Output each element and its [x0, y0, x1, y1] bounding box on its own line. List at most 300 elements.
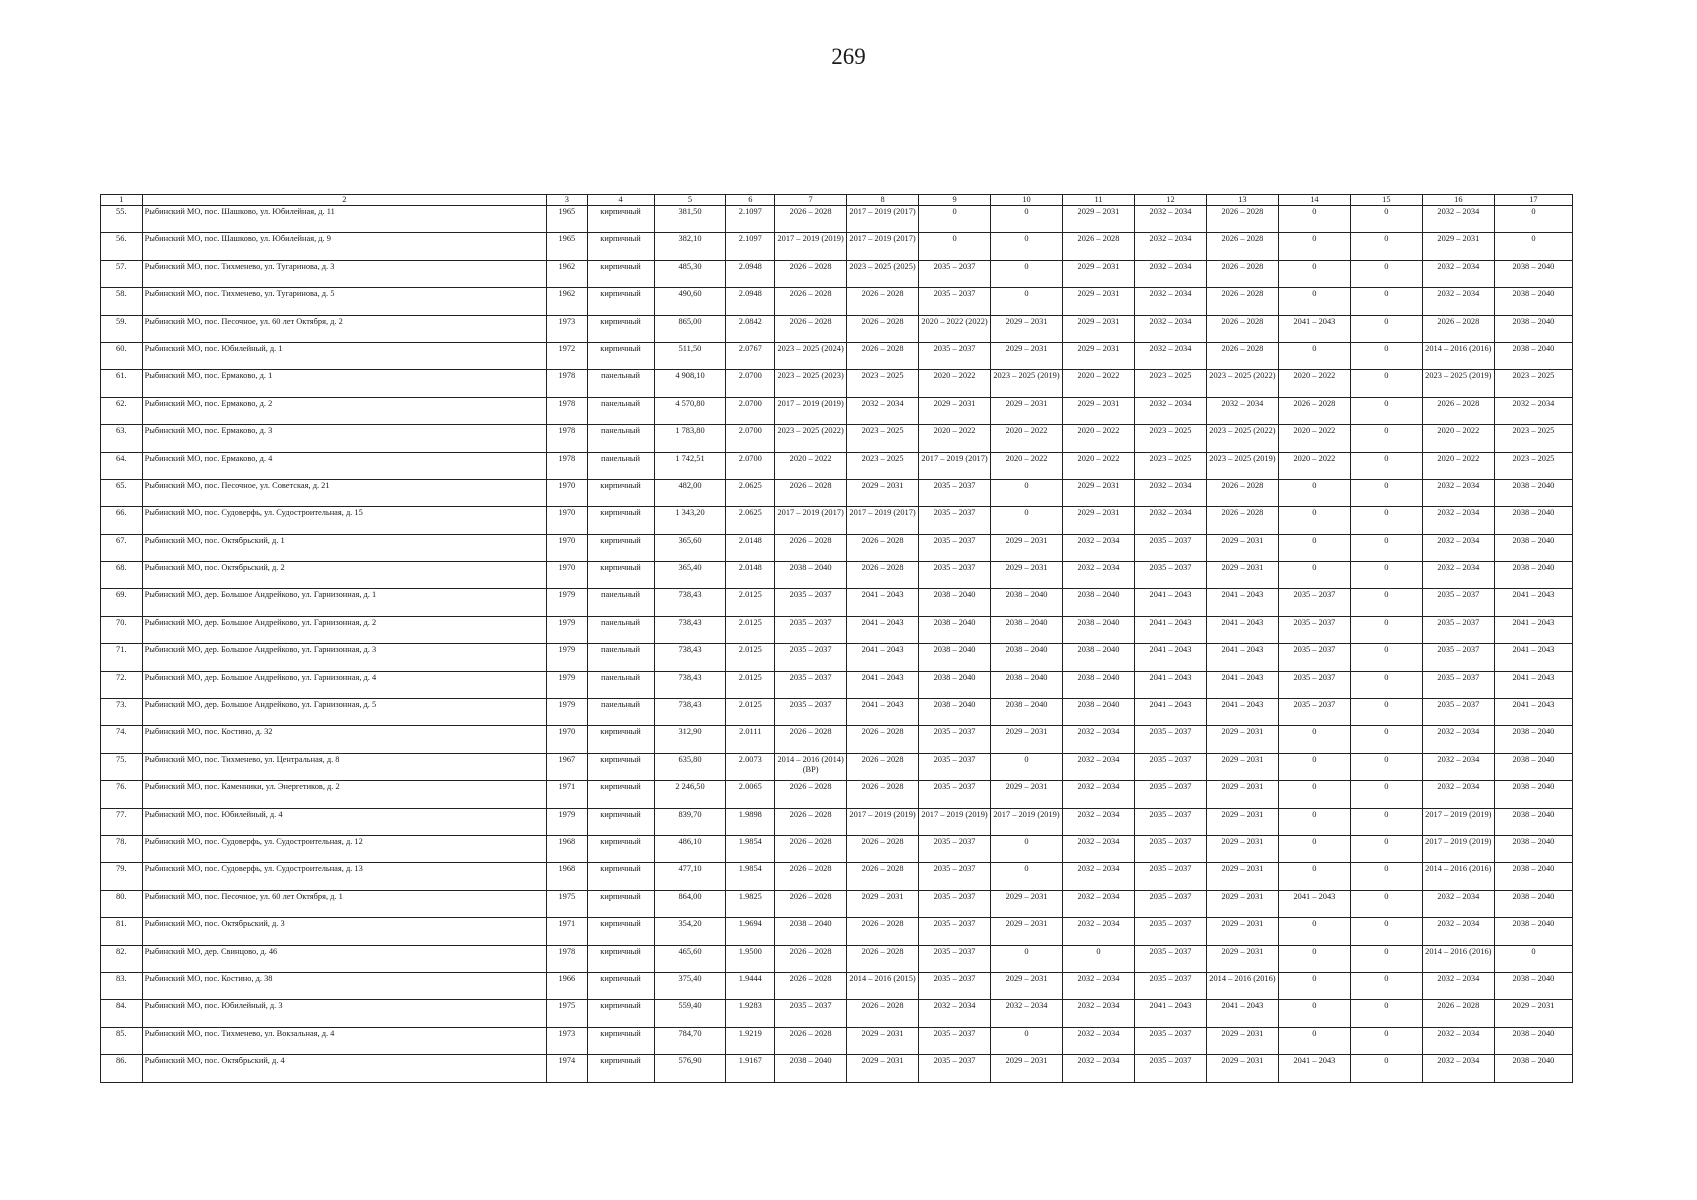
address-cell — [142, 534, 546, 561]
cell-text: 2029 – 2031 — [1077, 261, 1120, 271]
table-cell — [726, 589, 775, 616]
table-cell — [919, 1055, 991, 1082]
table-cell — [847, 1000, 919, 1027]
table-cell — [1063, 233, 1135, 260]
table-cell — [991, 890, 1063, 917]
table-cell — [1206, 1055, 1278, 1082]
address-cell — [142, 425, 546, 452]
table-cell — [1278, 699, 1350, 726]
cell-text: 0 — [1312, 234, 1317, 244]
table-cell — [726, 671, 775, 698]
cell-text: 2038 – 2040 — [1512, 782, 1555, 792]
cell-text: 365,60 — [678, 535, 702, 545]
cell-text: 2029 – 2031 — [1077, 508, 1120, 518]
cell-text: 1979 — [558, 590, 576, 600]
cell-text: 482,00 — [678, 480, 702, 490]
table-cell — [654, 972, 726, 999]
cell-text: Рыбинский МО, пос. Тихменево, ул. Вокзальная, д. 4 — [144, 1028, 335, 1038]
cell-text: 2041 – 2043 — [1293, 316, 1336, 326]
table-cell — [726, 835, 775, 862]
cell-text: 635,80 — [678, 754, 702, 764]
table-cell — [1063, 479, 1135, 506]
cell-text: 2032 – 2034 — [1149, 316, 1192, 326]
cell-text: 2029 – 2031 — [1005, 782, 1048, 792]
table-cell — [991, 781, 1063, 808]
table-cell — [1063, 534, 1135, 561]
cell-text: 2020 – 2022 — [933, 426, 976, 436]
table-cell — [919, 534, 991, 561]
table-cell — [654, 425, 726, 452]
cell-text: 2035 – 2037 — [933, 727, 976, 737]
row-number-cell — [101, 534, 143, 561]
cell-text: 2032 – 2034 — [1437, 973, 1480, 983]
table-cell — [726, 315, 775, 342]
header-cell: 1 — [101, 195, 143, 206]
cell-text: 2035 – 2037 — [933, 535, 976, 545]
table-cell — [1494, 972, 1572, 999]
table-cell — [991, 699, 1063, 726]
table-cell — [1494, 452, 1572, 479]
cell-text: 0 — [1384, 316, 1389, 326]
header-cell: 5 — [654, 195, 726, 206]
table-row — [101, 370, 1573, 397]
cell-text: 1970 — [558, 508, 576, 518]
address-cell — [142, 1027, 546, 1054]
address-cell — [142, 370, 546, 397]
header-cell: 10 — [991, 195, 1063, 206]
table-cell — [919, 342, 991, 369]
cell-text: 2035 – 2037 — [789, 645, 832, 655]
cell-text: 2026 – 2028 — [1221, 261, 1264, 271]
cell-text: панельный — [601, 426, 641, 436]
cell-text: 2032 – 2034 — [933, 1001, 976, 1011]
table-cell — [1494, 233, 1572, 260]
cell-text: кирпичный — [600, 973, 641, 983]
address-cell — [142, 1055, 546, 1082]
table-cell — [1350, 342, 1422, 369]
cell-text: кирпичный — [600, 480, 641, 490]
cell-text: 2029 – 2031 — [1077, 398, 1120, 408]
table-cell — [726, 562, 775, 589]
cell-text: 0 — [1312, 480, 1317, 490]
table-cell — [919, 644, 991, 671]
table-cell — [1206, 1000, 1278, 1027]
cell-text: 0 — [1384, 371, 1389, 381]
table-cell — [919, 589, 991, 616]
table-cell — [775, 699, 847, 726]
cell-text: 2026 – 2028 — [789, 836, 832, 846]
table-cell — [1134, 534, 1206, 561]
table-cell — [654, 233, 726, 260]
cell-text: кирпичный — [600, 836, 641, 846]
table-cell — [1350, 1000, 1422, 1027]
cell-text: 0 — [1384, 480, 1389, 490]
cell-text: 1979 — [558, 700, 576, 710]
table-cell — [1494, 534, 1572, 561]
cell-text: 1978 — [558, 946, 576, 956]
cell-text: 2041 – 2043 — [1221, 700, 1264, 710]
cell-text: 2.0111 — [739, 727, 762, 737]
table-cell — [1422, 260, 1494, 287]
table-cell — [547, 808, 588, 835]
table-cell — [919, 808, 991, 835]
table-cell — [847, 671, 919, 698]
cell-text: 2023 – 2025 (2022) — [1209, 371, 1276, 381]
cell-text: 0 — [1384, 590, 1389, 600]
cell-text: кирпичный — [600, 809, 641, 819]
cell-text: 0 — [952, 207, 957, 216]
table-cell — [991, 534, 1063, 561]
table-header — [101, 195, 1573, 206]
table-cell — [587, 425, 654, 452]
cell-text: 1.9854 — [738, 836, 762, 846]
cell-text: 2041 – 2043 — [1512, 645, 1555, 655]
header-cell: 15 — [1350, 195, 1422, 206]
cell-text: 57. — [116, 261, 127, 271]
cell-text: 4 570,80 — [675, 398, 705, 408]
table-cell — [547, 288, 588, 315]
table-cell — [1494, 397, 1572, 424]
table-cell — [1063, 890, 1135, 917]
cell-text: Рыбинский МО, пос. Судоверфь, ул. Судостроительная, д. 13 — [144, 864, 363, 874]
table-cell — [654, 397, 726, 424]
header-cell: 17 — [1494, 195, 1572, 206]
address-cell — [142, 835, 546, 862]
cell-text: 1974 — [558, 1056, 576, 1066]
cell-text: 2014 – 2016 (2016) — [1209, 973, 1276, 983]
table-cell — [726, 972, 775, 999]
table-cell — [1206, 726, 1278, 753]
cell-text: 0 — [1024, 836, 1029, 846]
table-cell — [1134, 370, 1206, 397]
cell-text: 2032 – 2034 — [1437, 919, 1480, 929]
table-cell — [726, 644, 775, 671]
table-cell — [847, 315, 919, 342]
cell-text: 2029 – 2031 — [1221, 1028, 1264, 1038]
address-cell — [142, 260, 546, 287]
cell-text: 2.0148 — [738, 563, 762, 573]
cell-text: 2017 – 2019 (2019) — [777, 398, 844, 408]
table-cell — [1422, 479, 1494, 506]
cell-text: 2023 – 2025 (2019) — [993, 371, 1060, 381]
cell-text: 0 — [1384, 782, 1389, 792]
cell-text: 0 — [1312, 563, 1317, 573]
cell-text: 2035 – 2037 — [1149, 727, 1192, 737]
cell-text: 0 — [1024, 946, 1029, 956]
cell-text: 2032 – 2034 — [1221, 398, 1264, 408]
header-cell: 11 — [1063, 195, 1135, 206]
cell-text: 2041 – 2043 — [1221, 1001, 1264, 1011]
cell-text: 80. — [116, 891, 127, 901]
cell-text: 738,43 — [678, 645, 702, 655]
cell-text: 0 — [1384, 946, 1389, 956]
row-number-cell — [101, 616, 143, 643]
table-cell — [1350, 425, 1422, 452]
table-cell — [1494, 315, 1572, 342]
table-cell — [1494, 1027, 1572, 1054]
row-number-cell — [101, 726, 143, 753]
table-cell — [1278, 288, 1350, 315]
cell-text: 2035 – 2037 — [789, 672, 832, 682]
cell-text: 2020 – 2022 — [1293, 453, 1336, 463]
table-cell — [1350, 781, 1422, 808]
header-cell: 14 — [1278, 195, 1350, 206]
table-row — [101, 397, 1573, 424]
cell-text: 2038 – 2040 — [1077, 590, 1120, 600]
cell-text: 2029 – 2031 — [1221, 809, 1264, 819]
cell-text: 2035 – 2037 — [1437, 617, 1480, 627]
cell-text: 83. — [116, 973, 127, 983]
cell-text: 2032 – 2034 — [1149, 207, 1192, 216]
cell-text: 2038 – 2040 — [1005, 617, 1048, 627]
cell-text: 0 — [1024, 289, 1029, 299]
table-cell — [726, 507, 775, 534]
cell-text: 375,40 — [678, 973, 702, 983]
table-cell — [587, 1055, 654, 1082]
cell-text: 2032 – 2034 — [1149, 398, 1192, 408]
table-cell — [919, 479, 991, 506]
cell-text: 1 783,80 — [675, 426, 705, 436]
cell-text: 1973 — [558, 1028, 576, 1038]
table-cell — [1494, 562, 1572, 589]
cell-text: 2035 – 2037 — [1149, 1056, 1192, 1066]
table-cell — [587, 479, 654, 506]
cell-text: 0 — [1384, 453, 1389, 463]
cell-text: 1970 — [558, 727, 576, 737]
cell-text: 0 — [1312, 836, 1317, 846]
row-number-cell — [101, 342, 143, 369]
cell-text: 2026 – 2028 — [789, 1028, 832, 1038]
table-cell — [1494, 425, 1572, 452]
table-cell — [1063, 863, 1135, 890]
cell-text: 2041 – 2043 — [1149, 617, 1192, 627]
cell-text: 2029 – 2031 — [1221, 754, 1264, 764]
cell-text: 2032 – 2034 — [1077, 1028, 1120, 1038]
header-cell: 8 — [847, 195, 919, 206]
cell-text: 2038 – 2040 — [1512, 919, 1555, 929]
table-cell — [726, 781, 775, 808]
table-cell — [847, 972, 919, 999]
table-cell — [1422, 397, 1494, 424]
row-number-cell — [101, 589, 143, 616]
header-cell: 16 — [1422, 195, 1494, 206]
header-cell: 9 — [919, 195, 991, 206]
table-cell — [654, 370, 726, 397]
cell-text: 2.0125 — [738, 645, 762, 655]
table-cell — [1422, 890, 1494, 917]
cell-text: 2032 – 2034 — [1077, 754, 1120, 764]
table-cell — [726, 260, 775, 287]
cell-text: 2032 – 2034 — [1077, 836, 1120, 846]
table-cell — [726, 1055, 775, 1082]
cell-text: кирпичный — [600, 289, 641, 299]
table-cell — [1063, 808, 1135, 835]
table-row — [101, 562, 1573, 589]
row-number-cell — [101, 315, 143, 342]
cell-text: 0 — [1384, 700, 1389, 710]
cell-text: 2035 – 2037 — [933, 289, 976, 299]
cell-text: 2026 – 2028 — [861, 343, 904, 353]
table-cell — [1494, 890, 1572, 917]
table-cell — [587, 781, 654, 808]
cell-text: 2032 – 2034 — [1077, 1001, 1120, 1011]
table-cell — [775, 206, 847, 233]
table-cell — [847, 233, 919, 260]
table-cell — [1278, 315, 1350, 342]
table-cell — [1134, 260, 1206, 287]
table-cell — [1063, 918, 1135, 945]
table-cell — [1134, 781, 1206, 808]
table-cell — [847, 863, 919, 890]
cell-text: 2029 – 2031 — [1221, 727, 1264, 737]
table-cell — [1134, 562, 1206, 589]
cell-text: 1971 — [558, 919, 576, 929]
table-cell — [991, 589, 1063, 616]
table-cell — [991, 1055, 1063, 1082]
cell-text: Рыбинский МО, дер. Свинцово, д. 46 — [144, 946, 278, 956]
table-cell — [1494, 781, 1572, 808]
table-cell — [1422, 671, 1494, 698]
cell-text: 2035 – 2037 — [1437, 645, 1480, 655]
cell-text: 2029 – 2031 — [1005, 919, 1048, 929]
table-cell — [847, 562, 919, 589]
table-cell — [1063, 589, 1135, 616]
table-cell — [1206, 918, 1278, 945]
header-cell: 2 — [142, 195, 546, 206]
table-cell — [587, 370, 654, 397]
table-cell — [1134, 1027, 1206, 1054]
cell-text: 2038 – 2040 — [1512, 316, 1555, 326]
cell-text: 2038 – 2040 — [789, 1056, 832, 1066]
table-cell — [587, 452, 654, 479]
row-number-cell — [101, 233, 143, 260]
cell-text: 75. — [116, 754, 127, 764]
cell-text: 382,10 — [678, 234, 702, 244]
table-cell — [919, 972, 991, 999]
cell-text: 2023 – 2025 — [861, 453, 904, 463]
cell-text: 1978 — [558, 398, 576, 408]
cell-text: 2020 – 2022 — [1077, 371, 1120, 381]
table-cell — [587, 1027, 654, 1054]
cell-text: 381,50 — [678, 207, 702, 216]
cell-text: 2032 – 2034 — [1077, 809, 1120, 819]
cell-text: 2032 – 2034 — [1437, 1028, 1480, 1038]
table-cell — [1206, 863, 1278, 890]
address-cell — [142, 1000, 546, 1027]
cell-text: 1965 — [558, 234, 576, 244]
header-cell: 4 — [587, 195, 654, 206]
cell-text: 82. — [116, 946, 127, 956]
table-cell — [1494, 726, 1572, 753]
address-cell — [142, 671, 546, 698]
table-cell — [1134, 206, 1206, 233]
table-cell — [991, 260, 1063, 287]
table-cell — [1134, 671, 1206, 698]
address-cell — [142, 972, 546, 999]
cell-text: кирпичный — [600, 563, 641, 573]
table-cell — [1422, 863, 1494, 890]
cell-text: 2041 – 2043 — [1293, 1056, 1336, 1066]
table-cell — [726, 945, 775, 972]
cell-text: кирпичный — [600, 919, 641, 929]
cell-text: 2020 – 2022 — [1077, 453, 1120, 463]
table-cell — [919, 835, 991, 862]
table-cell — [1134, 479, 1206, 506]
table-row — [101, 425, 1573, 452]
cell-text: 66. — [116, 508, 127, 518]
cell-text: 61. — [116, 371, 127, 381]
cell-text: 68. — [116, 563, 127, 573]
cell-text: 2014 – 2016 (2014) (ВР) — [777, 754, 844, 774]
cell-text: 2038 – 2040 — [1005, 672, 1048, 682]
table-row — [101, 315, 1573, 342]
cell-text: 0 — [1384, 234, 1389, 244]
cell-text: 0 — [1024, 754, 1029, 764]
table-cell — [1494, 644, 1572, 671]
table-cell — [991, 233, 1063, 260]
cell-text: 784,70 — [678, 1028, 702, 1038]
table-cell — [1422, 753, 1494, 780]
table-cell — [775, 315, 847, 342]
table-cell — [1494, 370, 1572, 397]
cell-text: 2035 – 2037 — [933, 343, 976, 353]
table-row — [101, 918, 1573, 945]
table-cell — [654, 479, 726, 506]
table-cell — [1206, 233, 1278, 260]
cell-text: 2017 – 2019 (2019) — [993, 809, 1060, 819]
cell-text: 465,60 — [678, 946, 702, 956]
table-cell — [775, 1055, 847, 1082]
cell-text: 2017 – 2019 (2019) — [1425, 836, 1492, 846]
cell-text: 2023 – 2025 — [1149, 426, 1192, 436]
cell-text: 2041 – 2043 — [1512, 700, 1555, 710]
cell-text: 2038 – 2040 — [933, 617, 976, 627]
table-cell — [991, 342, 1063, 369]
cell-text: 2032 – 2034 — [1512, 398, 1555, 408]
cell-text: 2032 – 2034 — [1149, 234, 1192, 244]
table-cell — [847, 260, 919, 287]
cell-text: 0 — [1096, 946, 1101, 956]
cell-text: Рыбинский МО, пос. Шашково, ул. Юбилейная, д. 11 — [144, 207, 335, 216]
table-cell — [547, 835, 588, 862]
table-cell — [726, 1000, 775, 1027]
cell-text: Рыбинский МО, пос. Октябрьский, д. 2 — [144, 563, 285, 573]
table-cell — [726, 616, 775, 643]
cell-text: 81. — [116, 919, 127, 929]
table-cell — [547, 945, 588, 972]
table-cell — [587, 589, 654, 616]
cell-text: 2026 – 2028 — [789, 809, 832, 819]
table-cell — [919, 1027, 991, 1054]
table-cell — [1278, 1027, 1350, 1054]
table-cell — [726, 233, 775, 260]
table-cell — [919, 1000, 991, 1027]
table-cell — [587, 315, 654, 342]
cell-text: 0 — [1384, 398, 1389, 408]
cell-text: 0 — [1384, 343, 1389, 353]
cell-text: 2038 – 2040 — [1512, 289, 1555, 299]
cell-text: 2035 – 2037 — [1149, 919, 1192, 929]
table-cell — [1134, 315, 1206, 342]
table-cell — [654, 1000, 726, 1027]
cell-text: 2041 – 2043 — [1293, 891, 1336, 901]
cell-text: 55. — [116, 207, 127, 216]
cell-text: кирпичный — [600, 1056, 641, 1066]
cell-text: 0 — [1312, 535, 1317, 545]
cell-text: 2032 – 2034 — [1149, 480, 1192, 490]
table-cell — [1134, 1055, 1206, 1082]
table-cell — [847, 699, 919, 726]
